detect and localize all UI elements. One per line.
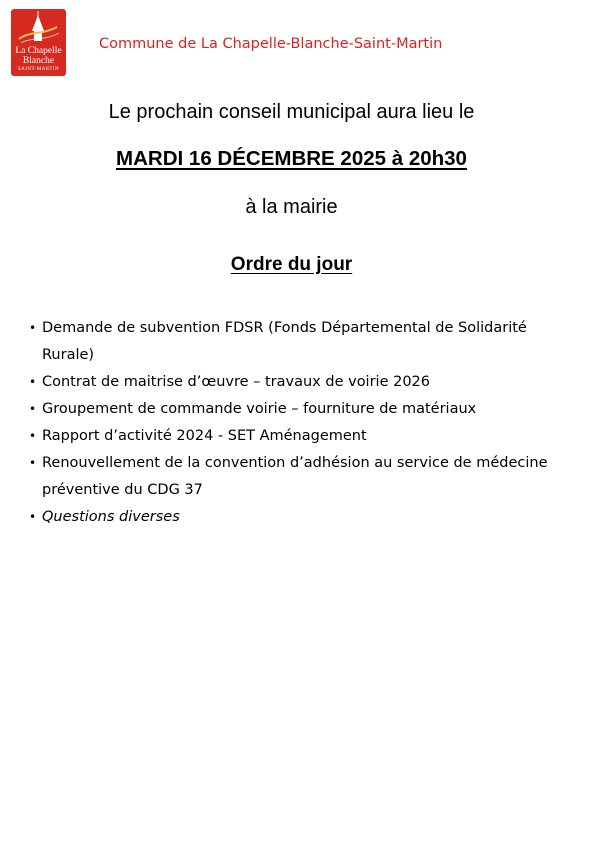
announcement-intro: Le prochain conseil municipal aura lieu le xyxy=(108,101,475,123)
bullet-icon: • xyxy=(29,375,37,389)
agenda-item xyxy=(29,504,549,531)
agenda-item-text: Questions diverses xyxy=(42,509,180,525)
agenda-list xyxy=(29,315,549,531)
meeting-date: MARDI 16 DÉCEMBRE 2025 à 20h30 xyxy=(116,147,467,170)
logo-text-line2: Blanche xyxy=(22,56,55,66)
agenda-item-text: Rapport d’activité 2024 - SET Aménagement xyxy=(42,428,367,444)
commune-logo xyxy=(11,9,66,76)
logo-text-line1: La Chapelle xyxy=(15,46,62,56)
logo-text-line3: SAINT-MARTIN xyxy=(17,67,60,72)
meeting-place: à la mairie xyxy=(245,196,338,218)
agenda-item xyxy=(29,396,549,423)
bullet-icon: • xyxy=(29,510,37,524)
bullet-icon: • xyxy=(29,429,37,443)
agenda-item xyxy=(29,423,549,450)
agenda-item xyxy=(29,315,549,369)
agenda-item xyxy=(29,369,549,396)
agenda-item-text: Demande de subvention FDSR (Fonds Départemental de Solidarité Rurale) xyxy=(42,320,527,363)
bullet-icon: • xyxy=(29,456,37,470)
agenda-item-text: Groupement de commande voirie – fourniture de matériaux xyxy=(42,401,477,417)
agenda-item-text: Contrat de maitrise d’œuvre – travaux de voirie 2026 xyxy=(42,374,431,390)
agenda-item xyxy=(29,450,549,504)
commune-name: Commune de La Chapelle-Blanche-Saint-Martin xyxy=(99,36,443,52)
agenda-title: Ordre du jour xyxy=(230,254,353,275)
bullet-icon: • xyxy=(29,402,37,416)
chapel-emblem-icon xyxy=(11,9,66,49)
agenda-item-text: Renouvellement de la convention d’adhésion au service de médecine préventive du CDG 37 xyxy=(42,455,548,498)
bullet-icon: • xyxy=(29,321,37,335)
